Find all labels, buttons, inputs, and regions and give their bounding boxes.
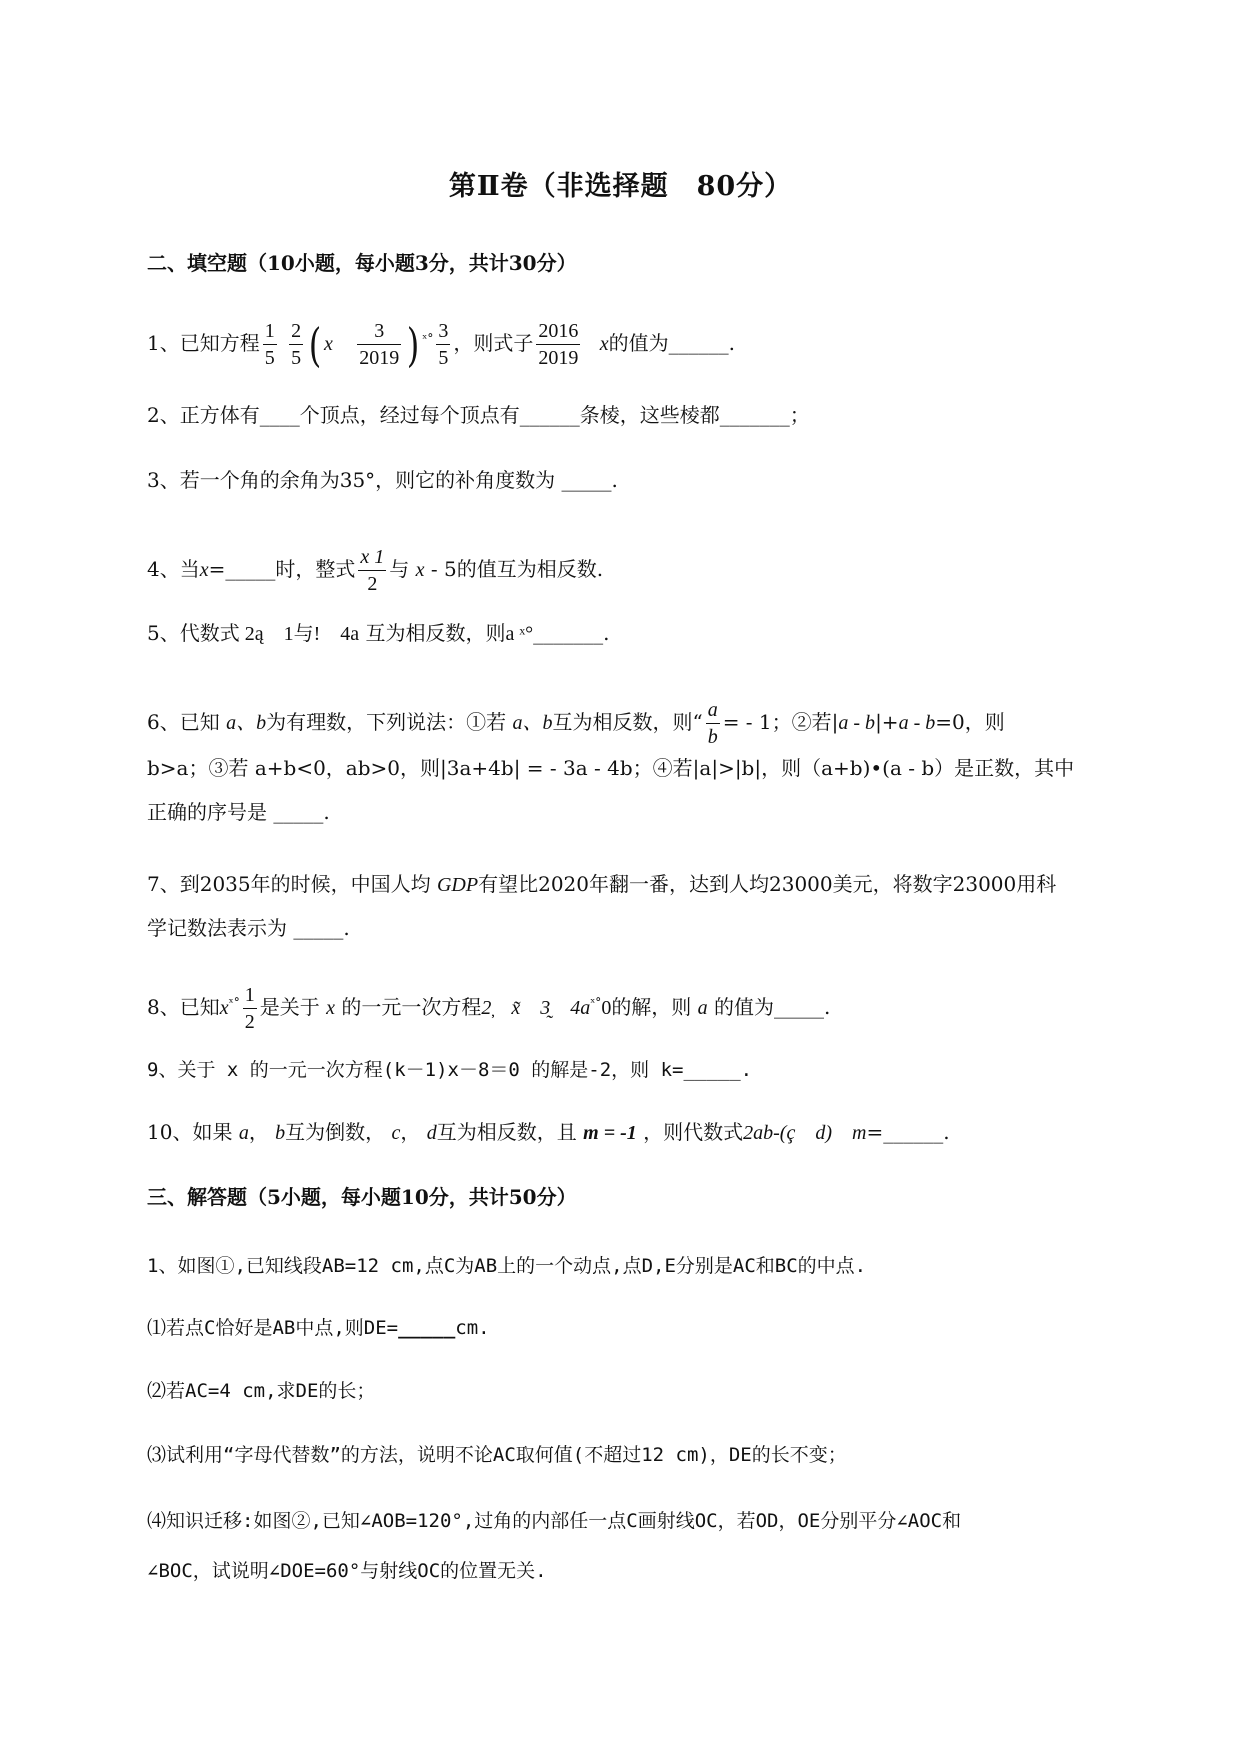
q8-equation-tail: 0	[601, 997, 612, 1019]
q10-a: a	[238, 1122, 249, 1144]
q6-text-e: 互为相反数，则“	[552, 710, 703, 734]
solve-question-1-intro: 1、如图①,已知线段AB=12 cm,点C为AB上的一个动点,点D,E分别是AC和BC的中点.	[147, 1255, 867, 1277]
q8-mid2: 的一元一次方程	[341, 995, 482, 1019]
q4-mid2: 与	[389, 557, 410, 581]
q1-fraction-1: $\frac{1}{5}$	[264, 320, 275, 369]
q1-fraction-4: $\frac{3}{5}$	[438, 320, 449, 369]
q1-glitch: ˣ°	[422, 331, 434, 346]
question-10	[147, 1117, 1161, 1148]
q6-text-c: 为有理数，下列说法：①若	[266, 710, 507, 734]
q10-mid4: 互为相反数，且	[436, 1120, 577, 1144]
q4-tail: - 5的值互为相反数.	[424, 557, 604, 581]
question-4	[147, 544, 1161, 597]
q7-text-a: 7、到2035年的时候，中国人均	[147, 872, 431, 896]
question-5	[147, 618, 1161, 649]
q6-fraction: $\frac{a}{b}$	[707, 699, 718, 748]
question-9: 9、关于 x 的一元一次方程(k－1)x－8＝0 的解是-2，则 k=_____.	[147, 1059, 753, 1081]
q4-fraction: $\frac{x 1}{2}$	[360, 546, 385, 595]
solve-question-1-part-4-line-2: ∠BOC，试说明∠DOE=60°与射线OC的位置无关.	[147, 1560, 547, 1582]
question-6-line-1	[147, 697, 1161, 750]
q10-mid1: ，	[248, 1120, 269, 1144]
q6-text-j: =0，则	[935, 710, 1005, 734]
q6-text-f: = - 1；②若|	[722, 710, 839, 734]
question-7-line-2: 学记数法表示为 _____.	[147, 916, 350, 940]
question-1	[147, 318, 1161, 371]
q6-text-h: |+	[875, 710, 899, 734]
q1-left-paren: (	[308, 317, 322, 372]
q1-right-paren: )	[406, 317, 420, 372]
q10-d: d	[426, 1122, 437, 1144]
q8-tail-a: 的解，则	[611, 995, 692, 1019]
q1-x: x	[324, 333, 333, 355]
q10-tail: =______.	[866, 1120, 950, 1144]
s1-part1-unit: cm.	[455, 1317, 490, 1339]
q1-tail: 的值为______.	[608, 331, 735, 355]
q1-x-2: x	[599, 333, 609, 355]
page-title: 第Ⅱ卷（非选择题 80分）	[448, 171, 793, 202]
q1-prefix: 1、已知方程	[147, 331, 260, 355]
q6-text-a: 6、已知	[147, 710, 220, 734]
q10-m: m = -1	[583, 1122, 637, 1144]
q8-x: x	[219, 997, 229, 1019]
q8-equation: 2̦ x̃ 3̰ 4a	[481, 997, 591, 1019]
q4-expr: x	[415, 559, 425, 581]
q10-mid3: ，	[400, 1120, 421, 1144]
q1-fraction-5: $\frac{2016}{2019}$	[538, 320, 579, 369]
q8-fraction: $\frac{1}{2}$	[244, 984, 255, 1033]
q1-fraction-3: $\frac{3}{2019}$	[359, 320, 400, 369]
q6-ab-2: a、b	[512, 712, 553, 734]
q10-c: c	[391, 1122, 401, 1144]
q5-expr: 2ą 1与ǃ 4a	[239, 623, 360, 645]
q8-prefix: 8、已知	[147, 995, 220, 1019]
q8-a: a	[697, 997, 708, 1019]
q7-gdp: GDP	[436, 874, 479, 896]
q5-tail: _______.	[533, 621, 610, 645]
q1-middle: ，则式子	[453, 331, 534, 355]
q6-expr-g: a - b	[838, 712, 876, 734]
question-2: 2、正方体有____个顶点，经过每个顶点有______条棱，这些棱都_______；	[147, 403, 810, 427]
question-7-line-1	[147, 869, 1161, 900]
question-6-line-3: 正确的序号是 _____.	[147, 800, 330, 824]
q6-ab-1: a、b	[226, 712, 267, 734]
q5-mid: 互为相反数，则	[365, 621, 506, 645]
q10-expression: 2ab-(ç d) m	[743, 1122, 867, 1144]
question-6-line-2: b>a；③若 a+b<0，ab>0，则|3a+4b| = - 3a - 4b；④若|a|>|b|，则（a+b)•(a - b）是正数，其中	[147, 756, 1075, 780]
solve-question-1-part-2: ⑵若AC=4 cm,求DE的长；	[147, 1380, 376, 1402]
q4-x: x	[199, 559, 209, 581]
solve-question-1-part-4-line-1: ⑷知识迁移:如图②,已知∠AOB=120°,过角的内部任一点C画射线OC，若OD，OE分别平分∠AOC和	[147, 1510, 962, 1532]
question-3: 3、若一个角的余角为35°，则它的补角度数为 _____.	[147, 468, 618, 492]
q5-a: a ˣ°	[505, 623, 534, 645]
section-heading-solve: 三、解答题（5小题，每小题10分，共计50分）	[147, 1185, 577, 1209]
q4-mid1: =_____时，整式	[208, 557, 356, 581]
solve-question-1-part-3: ⑶试利用“字母代替数”的方法，说明不论AC取何值(不超过12 cm)，DE的长不变；	[147, 1444, 847, 1466]
q4-prefix: 4、当	[147, 557, 200, 581]
q10-b: b	[275, 1122, 286, 1144]
q10-mid5: ，则代数式	[643, 1120, 744, 1144]
solve-question-1-part-1	[147, 1313, 1161, 1343]
s1-part1-text: ⑴若点C恰好是AB中点,则DE=	[147, 1317, 399, 1339]
section-heading-fill: 二、填空题（10小题，每小题3分，共计30分）	[147, 251, 577, 275]
q5-prefix: 5、代数式	[147, 621, 240, 645]
q10-mid2: 互为倒数，	[285, 1120, 386, 1144]
s1-part1-blank: _____	[398, 1317, 456, 1339]
q8-glitch-2: ˣ°	[590, 995, 602, 1010]
q7-text-b: 有望比2020年翻一番，达到人均23000美元，将数字23000用科	[478, 872, 1057, 896]
q8-glitch: ˣ°	[228, 995, 240, 1010]
q1-fraction-2: $\frac{2}{5}$	[291, 320, 302, 369]
q8-mid: 是关于	[259, 995, 320, 1019]
q8-x-2: x	[326, 997, 335, 1019]
q6-expr-i: a - b	[898, 712, 936, 734]
q10-prefix: 10、如果	[147, 1120, 233, 1144]
question-8	[147, 982, 1161, 1035]
q8-tail-b: 的值为_____.	[714, 995, 831, 1019]
